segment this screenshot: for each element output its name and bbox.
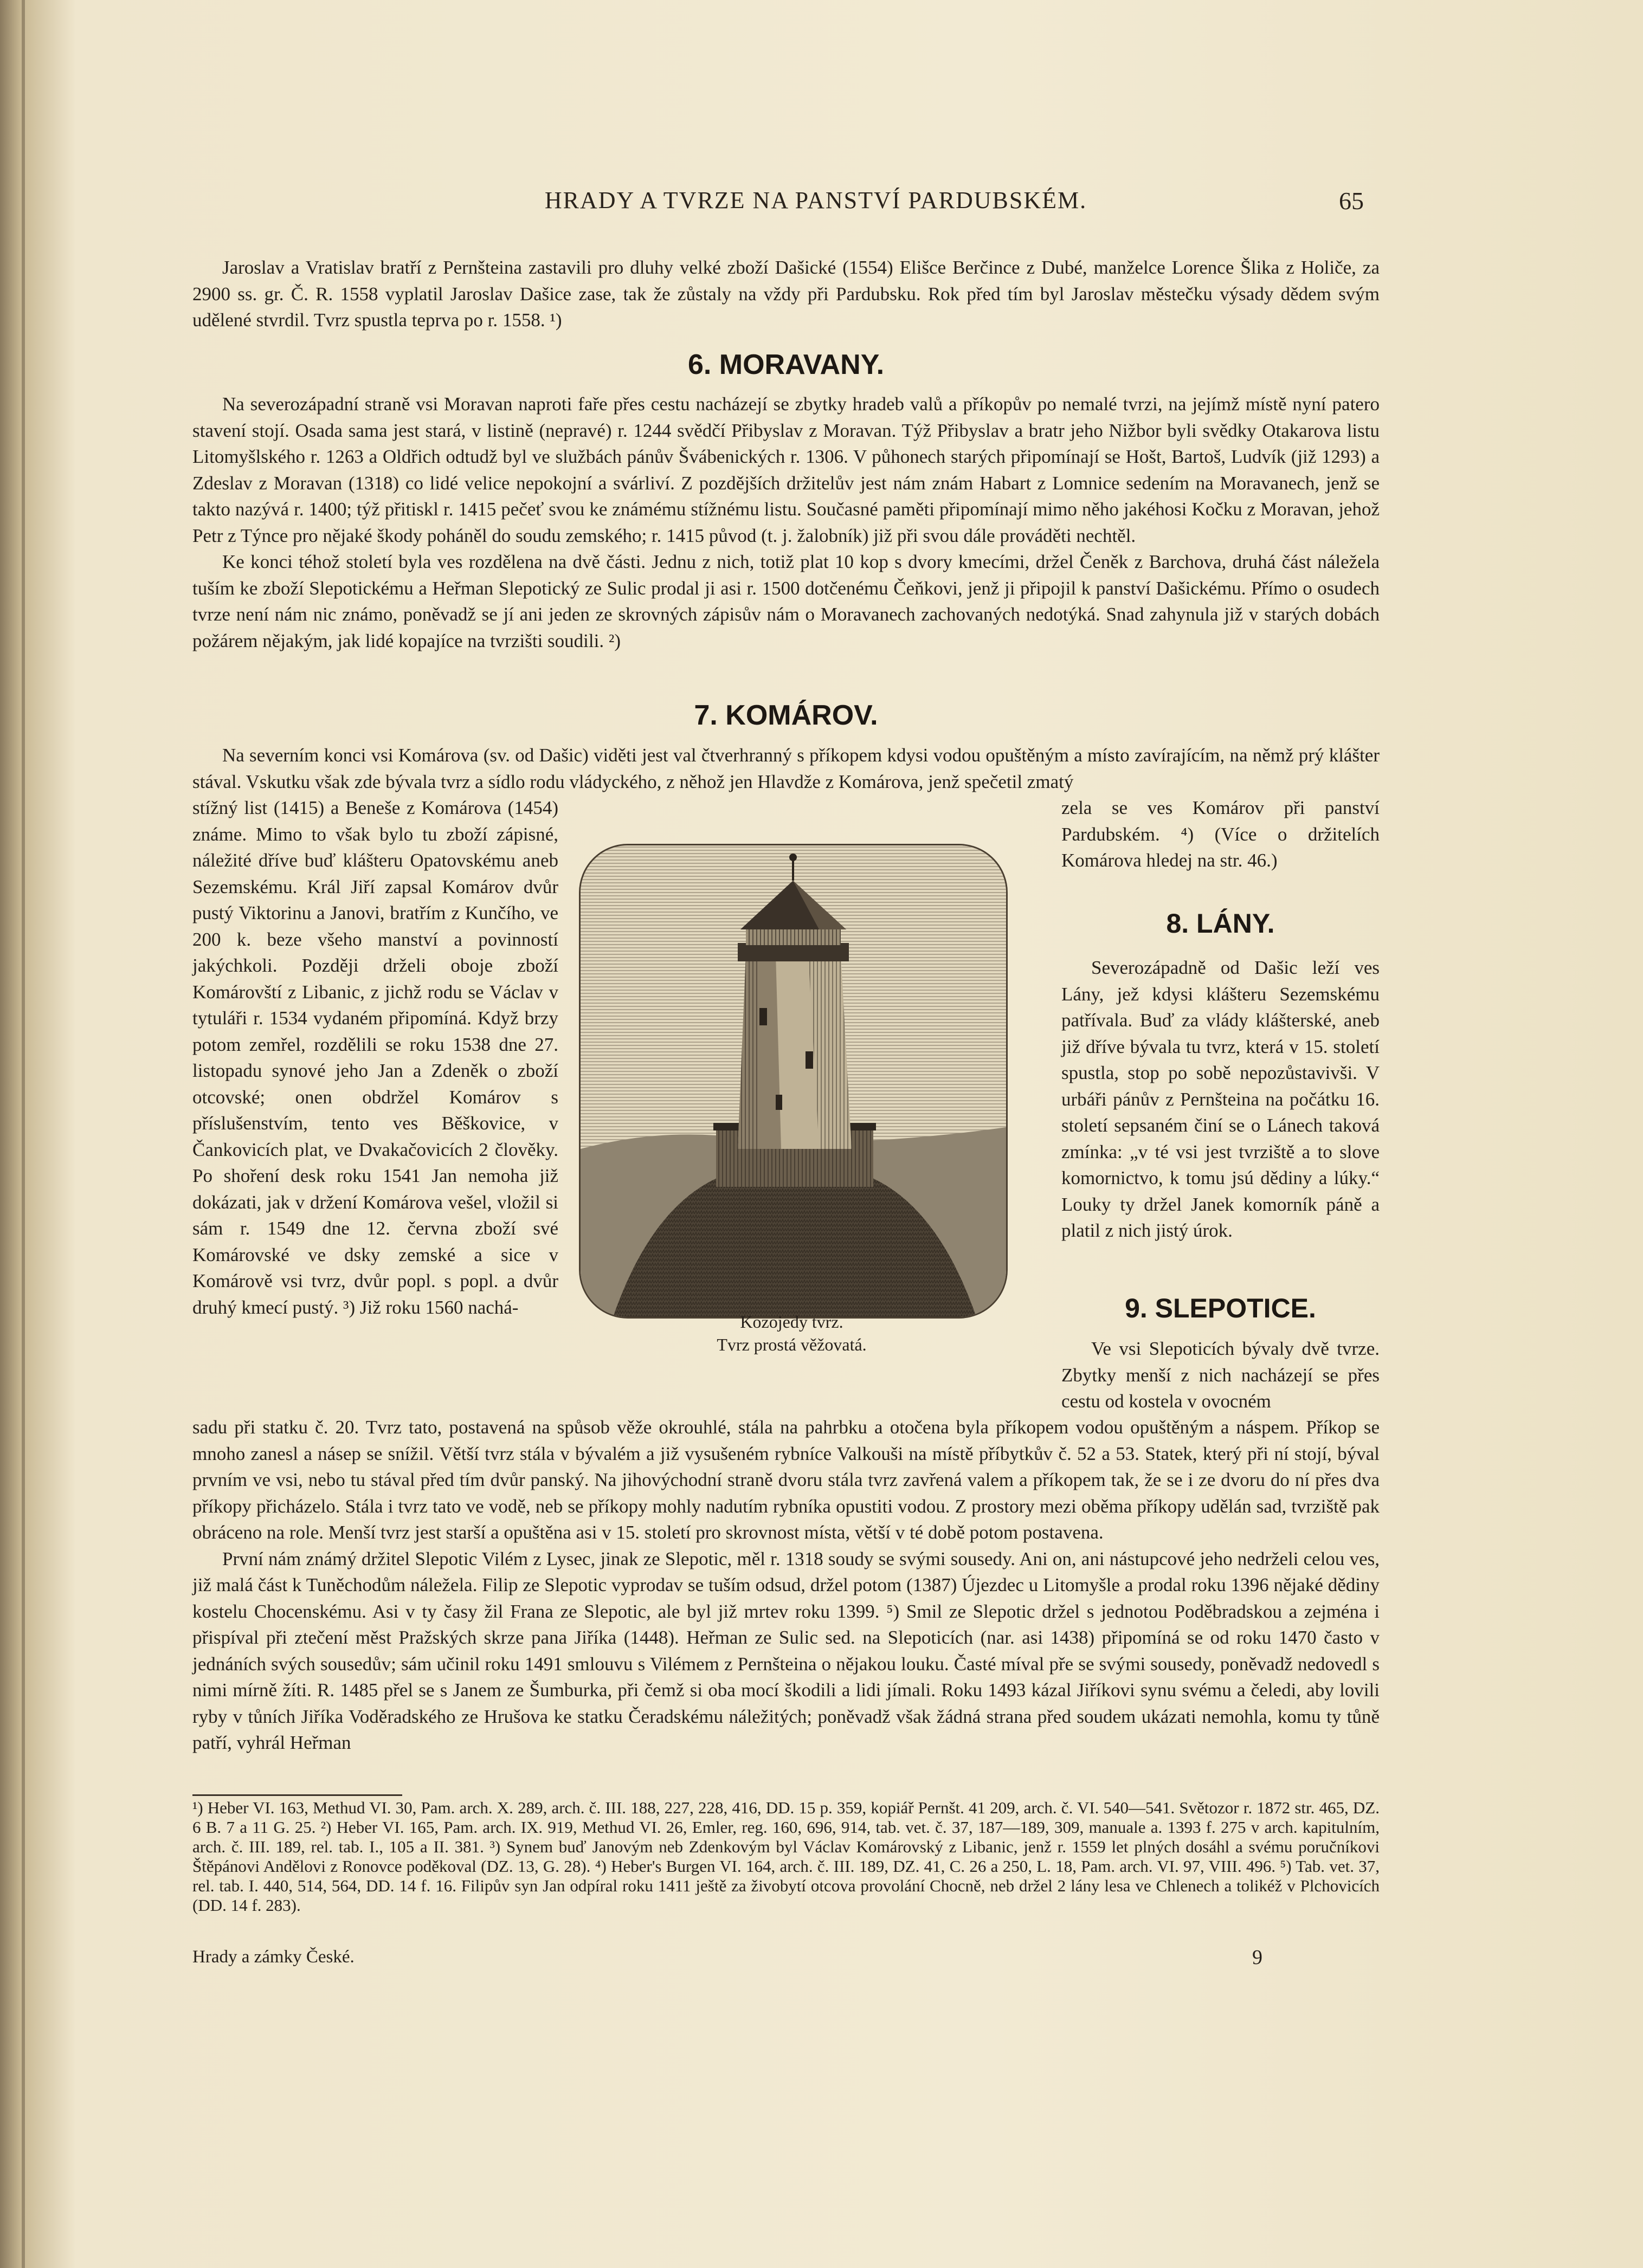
section-7-intro-block [192, 742, 1380, 795]
section-9-paragraph-2: První nám známý držitel Slepotic Vilém z Lysec, jinak ze Slepotic, měl r. 1318 soudy se svými sousedy. Ani on, ani nástupcové jeho nedrželi celou ves, již malá část k Tuněchodům náležela. Filip ze Slepotic vyprodav se tuším odsud, držel potom (1387) Újezdec u Litomyšle a prodal roku 1396 nějaké dědiny kostelu Chocenskému. Asi v ty časy žil Frana ze Slepotic, ale byl již mrtev roku 1399. ⁵) Smil ze Slepotic držel s jednotou Poděbradskou a zejména i přispíval při ztečení měst Pražských skrze pana Jiříka (1448). Heřman ze Sulic sed. na Slepoticích (nar. asi 1438) připomíná se od roku 1470 často v jednáních svých sousedův; sám učinil roku 1491 smlouvu s Vilémem z Pernšteina o nějakou louku. Časté míval pře se svými sousedy, poněvadž nedovedl s nimi mírně žíti. R. 1485 přel se s Janem ze Šumburka, při čemž si oba mocí škodili a lidi jímali. Roku 1493 kázal Jiříkovi synu svému a čeledi, aby lovili ryby v tůních Jiříka Voděradského ze Hrušova ke statku Čeradskému náležitých; poněvadž však žádná strana před soudem ukázati nemohla, komu ty tůně patří, vyhrál Heřman [192, 1548, 1380, 1753]
footer-sheet-number: 9 [1252, 1946, 1262, 1969]
section-7-right-column-text: zela se ves Komárov při panství Pardubském. ⁴) (Více o držitelích Komárova hledej na str. 46.) [1061, 797, 1380, 871]
section-6-heading: 6. MORAVANY. [687, 349, 885, 380]
section-7-left-column-text: stížný list (1415) a Beneše z Komárova (1454) známe. Mimo to však bylo tu zboží zápisné, náležité dříve buď klášteru Opatovskému aneb Sezemskému. Král Jiří zapsal Komárov dvůr pustý Viktorinu a Janovi, bratřím z Kunčího, ve 200 k. beze všeho manství a povinností jakýchkoli. Později drželi oboje zboží Komárovští z Libanic, z jichž rodu se Václav v tytuláři r. 1534 vydaném připomíná. Když brzy potom zemřel, rozdělili se roku 1538 dne 27. listopadu synové jeho Jan a Zdeněk o zboží otcovské; onen obdržel Komárov s příslušenstvím, tento ves Běškovice, v Čankovicích plat, ve Dvakačovicích 2 člověky. Po shoření desk roku 1541 Jan nemoha již dokázati, jak v držení Komárova vešel, vložil si sám r. 1549 dne 12. června zboží své Komárovské ve dsky zemské a sice v Komárově vsi tvrz, dvůr popl. s popl. a dvůr druhý kmecí pustý. ³) Již roku 1560 nachá- [192, 797, 558, 1318]
footer-signature: Hrady a zámky České. [192, 1947, 355, 1967]
caption-line-1: Kozojedy tvrz. [740, 1312, 843, 1332]
section-8-paragraph: Severozápadně od Dašic leží ves Lány, jež kdysi klášteru Sezemskému patřívala. Buď za vlády klášterské, aneb již dříve bývala tu tvrz, která v 15. století spustla, stop po sobě nepozůstavivši. V urbáři pánův z Pernšteina na počátku 16. století sepsaném činí se o Lánech taková zmínka: „v té vsi jest tvrziště a to slove komornictvo, k tomu jsú dědiny a lúky.“ Louky ty držel Janek komorník páně a platil z nich jistý úrok. [1061, 957, 1380, 1241]
tower-engraving [581, 845, 1006, 1317]
intro-paragraph: Jaroslav a Vratislav bratří z Pernšteina zastavili pro dluhy velké zboží Dašické (1554) Elišce Berčince z Dubé, manželce Lorence Šlika z Holiče, za 2900 ss. gr. Č. R. 1558 vyplatil Jaroslav Dašice zase, tak že zůstaly na vždy při Pardubsku. Rok před tím byl Jaroslav městečku výsady dědem svým udělené stvrdil. Tvrz spustla teprva po r. 1558. ¹) [192, 257, 1380, 331]
page-gutter [22, 0, 25, 2268]
section-6-paragraph-1: Na severozápadní straně vsi Moravan naproti faře přes cestu nacházejí se zbytky hradeb valů a příkopův po nemalé tvrzi, na jejímž místě nyní patero stavení stojí. Osada sama jest stará, v listině (nepravé) r. 1244 svědčí Přibyslav z Moravan. Týž Přibyslav a bratr jeho Nižbor byli svědky Otakarova listu Litomyšlského r. 1263 a Oldřich odtudž byl ve službách pánův Švábenických r. 1306. V půhonech starých připomínají se Hošt, Bartoš, Ludvík (již 1293) a Zdeslav z Moravan (1318) co lidé velice nepokojní a svárliví. Z pozdějších držitelův jest nám znám Habart z Lomnice sedením na Moravanech, jenž se takto nazývá r. 1400; týž přitiskl r. 1415 pečeť svou ke známému stížnému listu. Současné paměti připomínají mimo něho jakéhosi Kočku z Moravan, jehož Petr z Týnce pro nějaké škody poháněl do soudu zemského; r. 1415 původ (t. j. žalobník) již při svou dále prováděti nechtěl. [192, 393, 1380, 546]
running-title: HRADY A TVRZE NA PANSTVÍ PARDUBSKÉM. [544, 187, 1087, 214]
section-9-body [192, 1414, 1380, 1756]
section-9-right-column-text: Ve vsi Slepoticích bývaly dvě tvrze. Zbytky menší z nich nacházejí se přes cestu od kostela v ovocném [1061, 1338, 1380, 1412]
section-9-right-column [1061, 1336, 1380, 1415]
section-9-heading: 9. SLEPOTICE. [1125, 1293, 1316, 1323]
footnote-rule [192, 1794, 402, 1796]
kozojedy-tower-illustration [579, 844, 1008, 1319]
caption-line-2: Tvrz prostá věžovatá. [717, 1335, 867, 1354]
section-8-body [1061, 955, 1380, 1244]
section-6-paragraph-2: Ke konci téhož století byla ves rozdělena na dvě části. Jednu z nich, totiž plat 10 kop s dvory kmecími, držel Čeněk z Barchova, druhá část náležela tuším ke zboží Slepotickému a Heřman Slepotický ze Sulic prodal ji asi r. 1500 dotčenému Čeňkovi, jenž ji připojil k panství Dašickému. Přímo o osudech tvrze není nám nic známo, poněvadž se jí ani jeden ze skrovných zápisův nám o Moravanech zachovaných nedotýká. Snad zahynula již v starých dobách požárem nějakým, jak lidé kopajíce na tvrzišti soudili. ²) [192, 551, 1380, 651]
footnotes: ¹) Heber VI. 163, Methud VI. 30, Pam. arch. X. 289, arch. č. III. 188, 227, 228, 416, DD. 15 p. 359, kopiář Pernšt. 41 209, arch. č. VI. 540—541. Světozor r. 1872 str. 465, DZ. 6 B. 7 a 11 G. 25. ²) Heber VI. 165, Pam. arch. IX. 919, Methud VI. 26, Emler, reg. 160, 696, 914, tab. vet. č. 37, 187—189, 309, manuale a. 1393 f. 275 v arch. kapitulním, arch. č. III. 189, rel. tab. I., 105 a II. 381. ³) Synem buď Janovým neb Zdenkovým byl Václav Komárovský z Libanic, jenž r. 1559 let plných dosáhl a svému poručníkovi Štěpánovi Andělovi z Ronovce poděkoval (DZ. 13, G. 28). ⁴) Heber's Burgen VI. 164, arch. č. III. 189, DZ. 41, C. 26 a 250, L. 18, Pam. arch. VI. 97, VIII. 496. ⁵) Tab. vet. 37, rel. tab. I. 440, 514, 564, DD. 14 f. 16. Filipův syn Jan odpíral roku 1411 ještě za živobytí otcova provolání Chocně, neb držel 2 lány lesa ve Chlenech a tolikéž v Plchovicích (DD. 14 f. 283). [192, 1798, 1380, 1915]
section-7-intro: Na severním konci vsi Komárova (sv. od Dašic) viděti jest val čtverhranný s příkopem kdysi vodou opuštěným a místo zavírajícím, na němž prý klášter stával. Vskutku však zde bývala tvrz a sídlo rodu vládyckého, z něhož jen Hlavdže z Komárova, jenž spečetil zmatý [192, 745, 1380, 792]
left-column [192, 795, 558, 1321]
page-number: 65 [1339, 187, 1364, 215]
intro-block [192, 255, 1380, 334]
figure-caption [579, 1310, 1004, 1356]
section-6-body [192, 391, 1380, 654]
section-8-heading: 8. LÁNY. [1166, 908, 1275, 939]
section-7-right-column [1061, 795, 1380, 874]
section-7-heading: 7. KOMÁROV. [694, 700, 878, 731]
section-9-paragraph-1: sadu při statku č. 20. Tvrz tato, postavená na spůsob věže okrouhlé, stála na pahrbku a otočena byla příkopem vodou opuštěným a náspem. Příkop se mnoho zanesl a násep se snížil. Větší tvrz stála v bývalém a již vysušeném rybníce Valkouši na místě příbytkův č. 52 a 53. Statek, který při ní stojí, býval prvním ve vsi, nebo tu stával před tím dvůr panský. Na jihovýchodní straně dvoru stála tvrz zavřená valem a příkopem tak, že se i ze dvoru do ní přes dva příkopy přicházelo. Stála i tvrz tato ve vodě, neb se příkopy mohly nadutím rybníka opustiti vodou. Z prostory mezi oběma příkopy udělán sad, tvrziště pak obráceno na role. Menší tvrz jest starší a opuštěna asi v 15. století pro skrovnost místa, větší v té době potom postavena. [192, 1417, 1380, 1543]
